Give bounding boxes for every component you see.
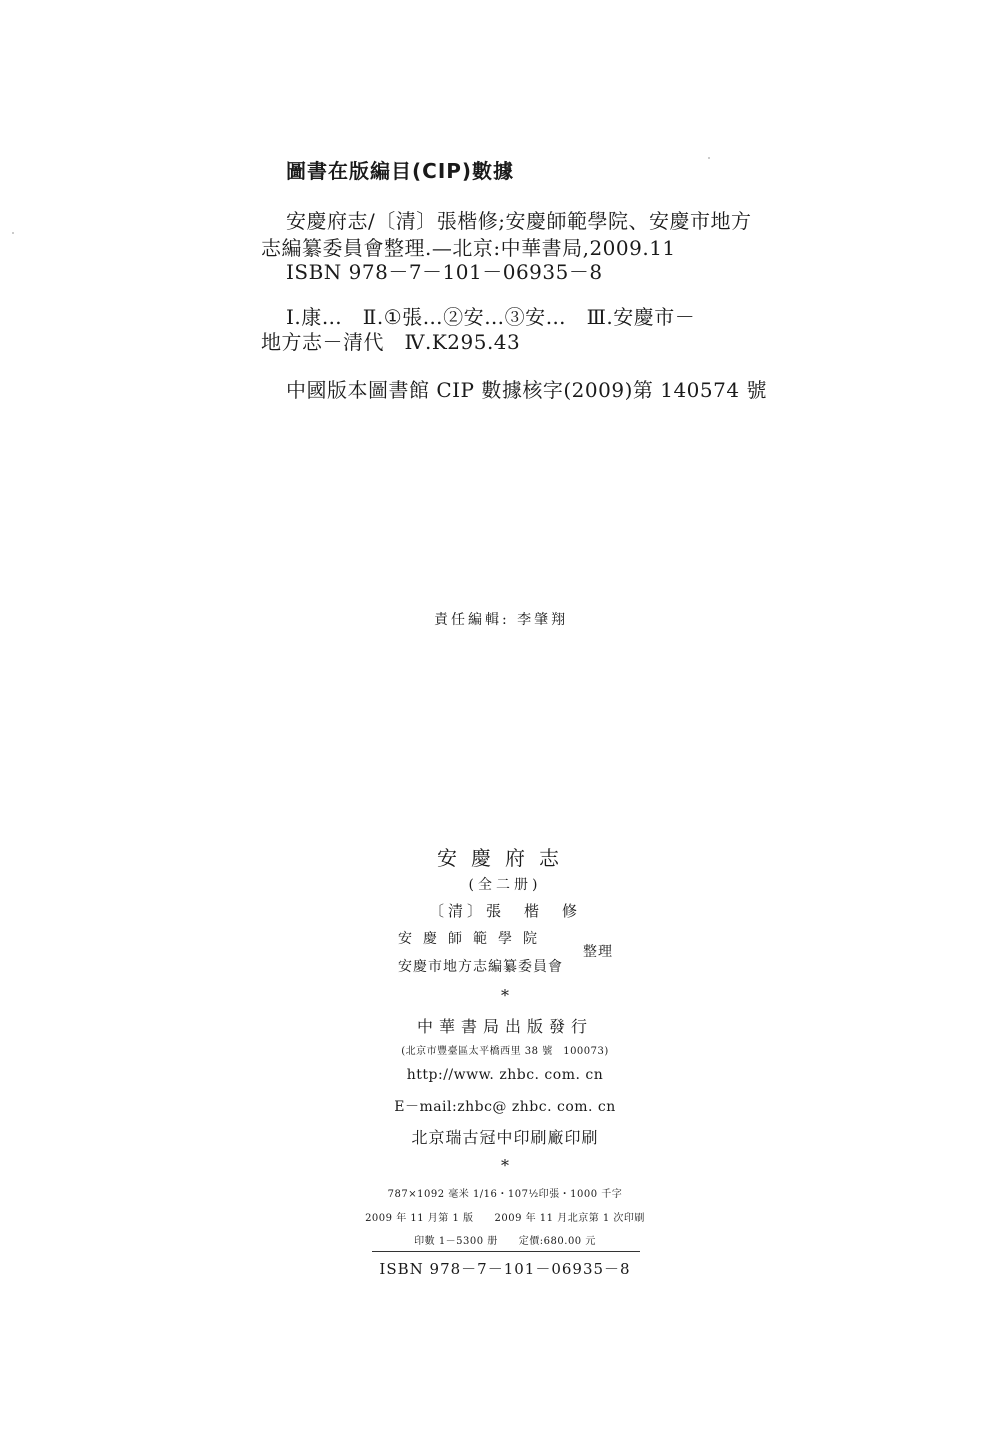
divider-line xyxy=(372,1251,640,1252)
organization-role: 整理 xyxy=(583,944,613,960)
format-specs: 787×1092 毫米 1/16・107½印張・1000 千字 xyxy=(387,1189,623,1200)
editing-organizations xyxy=(398,928,628,976)
scan-speck xyxy=(12,232,14,234)
isbn: ISBN 978－7－101－06935－8 xyxy=(379,1260,631,1278)
organization-2: 安慶市地方志編纂委員會 xyxy=(398,959,563,975)
separator-asterisk-2: * xyxy=(501,1156,509,1175)
publisher-address: (北京市豐臺區太平橋西里 38 號 100073) xyxy=(401,1046,609,1057)
cip-record-number: 中國版本圖書館 CIP 數據核字(2009)第 140574 號 xyxy=(286,378,767,402)
cip-subject-line-2: 地方志－清代 Ⅳ.K295.43 xyxy=(261,330,521,354)
cip-entry-line-2: 志編纂委員會整理.—北京:中華書局,2009.11 xyxy=(261,236,676,260)
cip-isbn: ISBN 978－7－101－06935－8 xyxy=(286,260,603,284)
printer: 北京瑞古冠中印刷廠印刷 xyxy=(411,1128,599,1147)
publisher-email: E－mail:zhbc@ zhbc. com. cn xyxy=(394,1099,616,1115)
edition-info: 2009 年 11 月第 1 版 2009 年 11 月北京第 1 次印刷 xyxy=(365,1213,645,1224)
responsible-editor: 責任編輯: 李肇翔 xyxy=(434,612,569,628)
cip-subject-line-1: Ⅰ.康… Ⅱ.①張…②安…③安… Ⅲ.安慶市－ xyxy=(286,305,696,329)
cip-heading: 圖書在版編目(CIP)數據 xyxy=(286,159,515,183)
publisher: 中華書局出版發行 xyxy=(416,1017,593,1036)
print-run-price: 印數 1－5300 册 定價:680.00 元 xyxy=(414,1236,596,1247)
publisher-website: http://www. zhbc. com. cn xyxy=(406,1067,604,1083)
separator-asterisk: * xyxy=(501,986,509,1005)
volume-count: (全二册) xyxy=(468,877,542,893)
scan-speck xyxy=(708,157,710,159)
cip-entry-line-1: 安慶府志/〔清〕張楷修;安慶師範學院、安慶市地方 xyxy=(286,209,752,233)
organization-1: 安慶師範學院 xyxy=(398,931,548,947)
book-title: 安慶府志 xyxy=(437,846,573,870)
author-credit: 〔清〕張 楷 修 xyxy=(428,902,581,920)
